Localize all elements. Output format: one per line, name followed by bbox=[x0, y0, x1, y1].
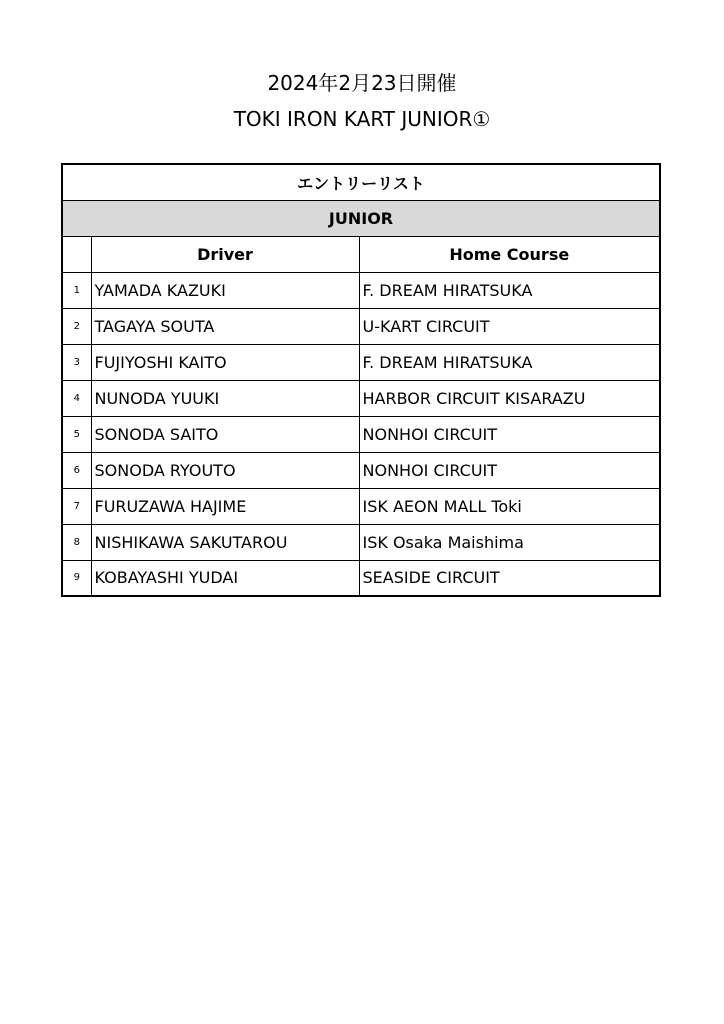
row-number: 9 bbox=[62, 560, 91, 596]
row-number: 4 bbox=[62, 380, 91, 416]
number-column-header bbox=[62, 236, 91, 272]
driver-name: SONODA RYOUTO bbox=[91, 452, 359, 488]
home-course: ISK Osaka Maishima bbox=[359, 524, 660, 560]
table-row bbox=[62, 308, 660, 344]
driver-name: SONODA SAITO bbox=[91, 416, 359, 452]
row-number: 2 bbox=[62, 308, 91, 344]
driver-name: NUNODA YUUKI bbox=[91, 380, 359, 416]
driver-name: NISHIKAWA SAKUTAROU bbox=[91, 524, 359, 560]
home-course: F. DREAM HIRATSUKA bbox=[359, 344, 660, 380]
entry-list-table bbox=[61, 163, 661, 597]
table-row bbox=[62, 560, 660, 596]
table-row bbox=[62, 488, 660, 524]
event-date: 2024年2月23日開催 bbox=[267, 71, 457, 95]
class-name: JUNIOR bbox=[62, 200, 660, 236]
home-course: NONHOI CIRCUIT bbox=[359, 416, 660, 452]
table-row bbox=[62, 416, 660, 452]
driver-name: TAGAYA SOUTA bbox=[91, 308, 359, 344]
table-row bbox=[62, 380, 660, 416]
entry-list-title: エントリーリスト bbox=[62, 164, 660, 200]
table-row bbox=[62, 344, 660, 380]
driver-name: FUJIYOSHI KAITO bbox=[91, 344, 359, 380]
home-course: HARBOR CIRCUIT KISARAZU bbox=[359, 380, 660, 416]
home-course: SEASIDE CIRCUIT bbox=[359, 560, 660, 596]
row-number: 5 bbox=[62, 416, 91, 452]
driver-name: YAMADA KAZUKI bbox=[91, 272, 359, 308]
row-number: 1 bbox=[62, 272, 91, 308]
driver-name: KOBAYASHI YUDAI bbox=[91, 560, 359, 596]
driver-column-header: Driver bbox=[91, 236, 359, 272]
document-header bbox=[0, 68, 724, 134]
row-number: 7 bbox=[62, 488, 91, 524]
home-course: ISK AEON MALL Toki bbox=[359, 488, 660, 524]
event-title: TOKI IRON KART JUNIOR① bbox=[233, 107, 491, 131]
table-title-row bbox=[62, 164, 660, 200]
home-course: NONHOI CIRCUIT bbox=[359, 452, 660, 488]
column-header-row bbox=[62, 236, 660, 272]
row-number: 3 bbox=[62, 344, 91, 380]
table-row bbox=[62, 452, 660, 488]
driver-name: FURUZAWA HAJIME bbox=[91, 488, 359, 524]
table-row bbox=[62, 524, 660, 560]
table-row bbox=[62, 272, 660, 308]
row-number: 6 bbox=[62, 452, 91, 488]
row-number: 8 bbox=[62, 524, 91, 560]
home-course-column-header: Home Course bbox=[359, 236, 660, 272]
home-course: F. DREAM HIRATSUKA bbox=[359, 272, 660, 308]
class-row bbox=[62, 200, 660, 236]
home-course: U-KART CIRCUIT bbox=[359, 308, 660, 344]
